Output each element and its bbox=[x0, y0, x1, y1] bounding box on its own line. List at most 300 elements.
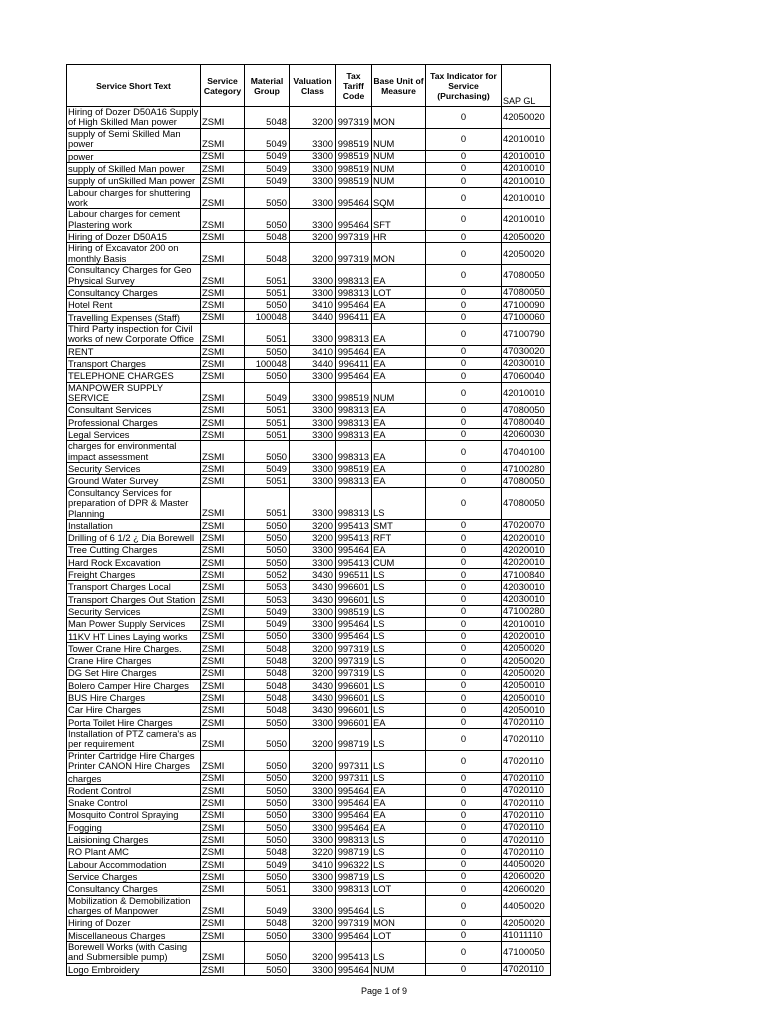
cell-tax-indicator: 0 bbox=[426, 809, 502, 821]
table-row bbox=[67, 187, 551, 209]
cell-service-short-text: Consultancy Charges for Geo Physical Survey bbox=[67, 265, 201, 287]
cell-valuation-class: 3430 bbox=[290, 581, 336, 593]
table-row bbox=[67, 475, 551, 487]
table-row bbox=[67, 128, 551, 150]
cell-tax-tariff-code: 997319 bbox=[336, 655, 372, 667]
cell-tax-tariff-code: 997319 bbox=[336, 642, 372, 654]
table-row bbox=[67, 716, 551, 728]
cell-base-unit: NUM bbox=[372, 382, 426, 404]
cell-sap-gl: 42050020 bbox=[502, 917, 551, 929]
cell-tax-tariff-code: 995413 bbox=[336, 532, 372, 544]
table-row bbox=[67, 569, 551, 581]
cell-sap-gl: 42010010 bbox=[502, 209, 551, 231]
cell-tax-tariff-code: 995464 bbox=[336, 544, 372, 556]
cell-sap-gl: 47100050 bbox=[502, 942, 551, 964]
cell-sap-gl: 42050010 bbox=[502, 692, 551, 704]
cell-service-category: ZSMI bbox=[201, 487, 245, 519]
header-tax-tariff-code: Tax Tariff Code bbox=[336, 65, 372, 107]
cell-service-category: ZSMI bbox=[201, 556, 245, 568]
header-sap-gl: SAP GL bbox=[502, 65, 551, 107]
cell-tax-indicator: 0 bbox=[426, 963, 502, 975]
cell-service-short-text: Mobilization & Demobilization charges of Manpower bbox=[67, 895, 201, 917]
cell-valuation-class: 3300 bbox=[290, 128, 336, 150]
cell-sap-gl: 42010010 bbox=[502, 175, 551, 187]
table-row bbox=[67, 750, 551, 772]
cell-valuation-class: 3300 bbox=[290, 187, 336, 209]
cell-sap-gl: 42020010 bbox=[502, 630, 551, 642]
cell-valuation-class: 3430 bbox=[290, 679, 336, 691]
cell-sap-gl: 42010010 bbox=[502, 162, 551, 174]
cell-valuation-class: 3300 bbox=[290, 441, 336, 463]
cell-tax-indicator: 0 bbox=[426, 128, 502, 150]
cell-tax-indicator: 0 bbox=[426, 679, 502, 691]
cell-tax-indicator: 0 bbox=[426, 487, 502, 519]
cell-sap-gl: 47100840 bbox=[502, 569, 551, 581]
cell-service-category: ZSMI bbox=[201, 323, 245, 345]
cell-tax-tariff-code: 995464 bbox=[336, 963, 372, 975]
cell-base-unit: LS bbox=[372, 834, 426, 846]
cell-valuation-class: 3200 bbox=[290, 231, 336, 243]
table-row bbox=[67, 895, 551, 917]
cell-valuation-class: 3300 bbox=[290, 809, 336, 821]
cell-sap-gl: 42060020 bbox=[502, 871, 551, 883]
table-row bbox=[67, 487, 551, 519]
cell-base-unit: EA bbox=[372, 809, 426, 821]
cell-service-category: ZSMI bbox=[201, 942, 245, 964]
table-row bbox=[67, 679, 551, 691]
cell-valuation-class: 3410 bbox=[290, 345, 336, 357]
cell-material-group: 5048 bbox=[245, 692, 290, 704]
table-row bbox=[67, 370, 551, 382]
cell-tax-indicator: 0 bbox=[426, 917, 502, 929]
cell-service-short-text: Miscellaneous Charges bbox=[67, 929, 201, 941]
table-row bbox=[67, 299, 551, 311]
cell-material-group: 5052 bbox=[245, 569, 290, 581]
cell-service-short-text: Snake Control bbox=[67, 797, 201, 809]
cell-material-group: 100048 bbox=[245, 358, 290, 370]
cell-service-short-text: Porta Toilet Hire Charges bbox=[67, 716, 201, 728]
cell-service-short-text: Fogging bbox=[67, 821, 201, 833]
cell-service-short-text: DG Set Hire Charges bbox=[67, 667, 201, 679]
cell-base-unit: LS bbox=[372, 729, 426, 751]
cell-service-short-text: TELEPHONE CHARGES bbox=[67, 370, 201, 382]
cell-material-group: 5048 bbox=[245, 667, 290, 679]
cell-service-short-text: charges bbox=[67, 772, 201, 784]
cell-tax-tariff-code: 997319 bbox=[336, 667, 372, 679]
cell-tax-indicator: 0 bbox=[426, 162, 502, 174]
cell-material-group: 5048 bbox=[245, 107, 290, 129]
cell-service-short-text: BUS Hire Charges bbox=[67, 692, 201, 704]
table-row bbox=[67, 107, 551, 129]
cell-valuation-class: 3300 bbox=[290, 265, 336, 287]
cell-service-category: ZSMI bbox=[201, 162, 245, 174]
cell-material-group: 5050 bbox=[245, 942, 290, 964]
cell-base-unit: LS bbox=[372, 692, 426, 704]
cell-base-unit: SFT bbox=[372, 209, 426, 231]
cell-tax-indicator: 0 bbox=[426, 370, 502, 382]
cell-service-short-text: supply of Semi Skilled Man power bbox=[67, 128, 201, 150]
cell-valuation-class: 3200 bbox=[290, 642, 336, 654]
cell-tax-tariff-code: 995464 bbox=[336, 821, 372, 833]
cell-service-short-text: Ground Water Survey bbox=[67, 475, 201, 487]
cell-valuation-class: 3300 bbox=[290, 784, 336, 796]
cell-service-short-text: Mosquito Control Spraying bbox=[67, 809, 201, 821]
cell-tax-indicator: 0 bbox=[426, 265, 502, 287]
cell-material-group: 5051 bbox=[245, 487, 290, 519]
cell-tax-tariff-code: 995464 bbox=[336, 209, 372, 231]
cell-material-group: 5050 bbox=[245, 187, 290, 209]
cell-base-unit: EA bbox=[372, 821, 426, 833]
table-row bbox=[67, 655, 551, 667]
cell-sap-gl: 47020110 bbox=[502, 772, 551, 784]
cell-base-unit: LS bbox=[372, 630, 426, 642]
cell-base-unit: LS bbox=[372, 593, 426, 605]
cell-base-unit: NUM bbox=[372, 963, 426, 975]
table-row bbox=[67, 175, 551, 187]
cell-tax-indicator: 0 bbox=[426, 175, 502, 187]
cell-service-category: ZSMI bbox=[201, 809, 245, 821]
cell-material-group: 5050 bbox=[245, 772, 290, 784]
cell-valuation-class: 3200 bbox=[290, 667, 336, 679]
table-row bbox=[67, 162, 551, 174]
cell-valuation-class: 3300 bbox=[290, 834, 336, 846]
cell-tax-indicator: 0 bbox=[426, 243, 502, 265]
cell-tax-indicator: 0 bbox=[426, 883, 502, 895]
cell-material-group: 5049 bbox=[245, 175, 290, 187]
cell-tax-tariff-code: 996601 bbox=[336, 581, 372, 593]
cell-valuation-class: 3300 bbox=[290, 618, 336, 630]
cell-service-short-text: Rodent Control bbox=[67, 784, 201, 796]
cell-service-category: ZSMI bbox=[201, 463, 245, 475]
cell-material-group: 5049 bbox=[245, 128, 290, 150]
cell-service-short-text: Tree Cutting Charges bbox=[67, 544, 201, 556]
cell-tax-indicator: 0 bbox=[426, 772, 502, 784]
cell-tax-tariff-code: 998719 bbox=[336, 729, 372, 751]
table-row bbox=[67, 821, 551, 833]
cell-service-category: ZSMI bbox=[201, 107, 245, 129]
cell-service-short-text: RENT bbox=[67, 345, 201, 357]
cell-tax-indicator: 0 bbox=[426, 429, 502, 441]
table-body bbox=[67, 107, 551, 976]
cell-service-category: ZSMI bbox=[201, 821, 245, 833]
cell-sap-gl: 42050020 bbox=[502, 667, 551, 679]
cell-tax-tariff-code: 997319 bbox=[336, 917, 372, 929]
cell-sap-gl: 47020110 bbox=[502, 963, 551, 975]
cell-service-short-text: Transport Charges Out Station bbox=[67, 593, 201, 605]
cell-sap-gl: 47020110 bbox=[502, 846, 551, 858]
cell-tax-tariff-code: 998313 bbox=[336, 475, 372, 487]
cell-sap-gl: 42050020 bbox=[502, 642, 551, 654]
cell-material-group: 5050 bbox=[245, 716, 290, 728]
page-number: Page 1 of 9 bbox=[360, 986, 408, 996]
cell-service-short-text: Logo Embroidery bbox=[67, 963, 201, 975]
cell-tax-tariff-code: 995464 bbox=[336, 630, 372, 642]
cell-base-unit: EA bbox=[372, 416, 426, 428]
cell-service-short-text: supply of Skilled Man power bbox=[67, 162, 201, 174]
cell-sap-gl: 42050020 bbox=[502, 655, 551, 667]
cell-valuation-class: 3300 bbox=[290, 716, 336, 728]
cell-tax-tariff-code: 998519 bbox=[336, 382, 372, 404]
cell-tax-indicator: 0 bbox=[426, 287, 502, 299]
cell-material-group: 5050 bbox=[245, 821, 290, 833]
cell-service-category: ZSMI bbox=[201, 382, 245, 404]
table-row bbox=[67, 846, 551, 858]
cell-tax-tariff-code: 995464 bbox=[336, 370, 372, 382]
table-row bbox=[67, 150, 551, 162]
cell-tax-indicator: 0 bbox=[426, 655, 502, 667]
cell-tax-tariff-code: 995464 bbox=[336, 618, 372, 630]
table-row bbox=[67, 593, 551, 605]
cell-valuation-class: 3300 bbox=[290, 429, 336, 441]
cell-service-category: ZSMI bbox=[201, 569, 245, 581]
cell-service-category: ZSMI bbox=[201, 544, 245, 556]
table-row bbox=[67, 581, 551, 593]
cell-tax-indicator: 0 bbox=[426, 716, 502, 728]
cell-tax-indicator: 0 bbox=[426, 323, 502, 345]
cell-tax-tariff-code: 995464 bbox=[336, 299, 372, 311]
cell-tax-tariff-code: 998313 bbox=[336, 287, 372, 299]
cell-sap-gl: 47020110 bbox=[502, 797, 551, 809]
cell-service-category: ZSMI bbox=[201, 243, 245, 265]
cell-valuation-class: 3410 bbox=[290, 299, 336, 311]
cell-base-unit: EA bbox=[372, 345, 426, 357]
table-row bbox=[67, 618, 551, 630]
cell-tax-tariff-code: 995464 bbox=[336, 784, 372, 796]
cell-sap-gl: 47100060 bbox=[502, 311, 551, 323]
table-row bbox=[67, 209, 551, 231]
cell-base-unit: SMT bbox=[372, 519, 426, 531]
cell-base-unit: EA bbox=[372, 441, 426, 463]
cell-sap-gl: 47020110 bbox=[502, 809, 551, 821]
cell-service-category: ZSMI bbox=[201, 311, 245, 323]
cell-sap-gl: 42010010 bbox=[502, 618, 551, 630]
cell-tax-tariff-code: 998313 bbox=[336, 416, 372, 428]
cell-tax-indicator: 0 bbox=[426, 187, 502, 209]
cell-tax-indicator: 0 bbox=[426, 821, 502, 833]
cell-sap-gl: 47080050 bbox=[502, 487, 551, 519]
table-row bbox=[67, 942, 551, 964]
cell-tax-indicator: 0 bbox=[426, 667, 502, 679]
table-row bbox=[67, 311, 551, 323]
cell-service-category: ZSMI bbox=[201, 209, 245, 231]
table-row bbox=[67, 929, 551, 941]
cell-sap-gl: 47020110 bbox=[502, 821, 551, 833]
table-row bbox=[67, 606, 551, 618]
table-row bbox=[67, 642, 551, 654]
cell-sap-gl: 47080040 bbox=[502, 416, 551, 428]
cell-sap-gl: 42050010 bbox=[502, 704, 551, 716]
cell-material-group: 5051 bbox=[245, 265, 290, 287]
cell-material-group: 5053 bbox=[245, 581, 290, 593]
cell-sap-gl: 47080050 bbox=[502, 475, 551, 487]
cell-tax-tariff-code: 996601 bbox=[336, 704, 372, 716]
cell-material-group: 5053 bbox=[245, 593, 290, 605]
cell-valuation-class: 3200 bbox=[290, 750, 336, 772]
cell-tax-indicator: 0 bbox=[426, 630, 502, 642]
cell-service-category: ZSMI bbox=[201, 416, 245, 428]
cell-tax-tariff-code: 998519 bbox=[336, 150, 372, 162]
cell-service-category: ZSMI bbox=[201, 846, 245, 858]
cell-valuation-class: 3220 bbox=[290, 846, 336, 858]
cell-service-short-text: Security Services bbox=[67, 606, 201, 618]
cell-service-category: ZSMI bbox=[201, 679, 245, 691]
cell-tax-indicator: 0 bbox=[426, 871, 502, 883]
table-row bbox=[67, 963, 551, 975]
cell-material-group: 5050 bbox=[245, 370, 290, 382]
cell-sap-gl: 42020010 bbox=[502, 544, 551, 556]
cell-material-group: 5049 bbox=[245, 150, 290, 162]
table-row bbox=[67, 834, 551, 846]
cell-sap-gl: 47100280 bbox=[502, 463, 551, 475]
cell-sap-gl: 47060040 bbox=[502, 370, 551, 382]
cell-valuation-class: 3300 bbox=[290, 404, 336, 416]
cell-sap-gl: 41011110 bbox=[502, 929, 551, 941]
cell-service-short-text: Hiring of Dozer bbox=[67, 917, 201, 929]
cell-base-unit: EA bbox=[372, 323, 426, 345]
cell-service-short-text: 11KV HT Lines Laying works bbox=[67, 630, 201, 642]
cell-service-category: ZSMI bbox=[201, 883, 245, 895]
cell-service-category: ZSMI bbox=[201, 729, 245, 751]
cell-sap-gl: 42030010 bbox=[502, 358, 551, 370]
cell-service-category: ZSMI bbox=[201, 128, 245, 150]
cell-valuation-class: 3200 bbox=[290, 107, 336, 129]
cell-tax-tariff-code: 996601 bbox=[336, 692, 372, 704]
cell-material-group: 5050 bbox=[245, 834, 290, 846]
cell-valuation-class: 3300 bbox=[290, 556, 336, 568]
cell-service-category: ZSMI bbox=[201, 519, 245, 531]
cell-tax-indicator: 0 bbox=[426, 942, 502, 964]
cell-tax-indicator: 0 bbox=[426, 416, 502, 428]
cell-base-unit: EA bbox=[372, 463, 426, 475]
header-service-category: Service Category bbox=[201, 65, 245, 107]
cell-material-group: 5050 bbox=[245, 630, 290, 642]
cell-service-short-text: Labour charges for shuttering work bbox=[67, 187, 201, 209]
cell-service-category: ZSMI bbox=[201, 858, 245, 870]
cell-service-short-text: Labour charges for cement Plastering work bbox=[67, 209, 201, 231]
cell-sap-gl: 42010010 bbox=[502, 150, 551, 162]
cell-service-short-text: Laisioning Charges bbox=[67, 834, 201, 846]
cell-material-group: 5051 bbox=[245, 404, 290, 416]
cell-valuation-class: 3300 bbox=[290, 797, 336, 809]
cell-material-group: 5050 bbox=[245, 209, 290, 231]
cell-tax-tariff-code: 997319 bbox=[336, 243, 372, 265]
cell-base-unit: HR bbox=[372, 231, 426, 243]
cell-base-unit: LOT bbox=[372, 883, 426, 895]
cell-service-category: ZSMI bbox=[201, 345, 245, 357]
cell-tax-tariff-code: 998519 bbox=[336, 606, 372, 618]
table-row bbox=[67, 871, 551, 883]
cell-tax-indicator: 0 bbox=[426, 231, 502, 243]
header-base-unit: Base Unit of Measure bbox=[372, 65, 426, 107]
cell-material-group: 5050 bbox=[245, 345, 290, 357]
cell-valuation-class: 3300 bbox=[290, 544, 336, 556]
cell-material-group: 5051 bbox=[245, 475, 290, 487]
cell-material-group: 5050 bbox=[245, 750, 290, 772]
cell-service-short-text: MANPOWER SUPPLY SERVICE bbox=[67, 382, 201, 404]
cell-tax-tariff-code: 995464 bbox=[336, 809, 372, 821]
cell-service-category: ZSMI bbox=[201, 750, 245, 772]
cell-valuation-class: 3430 bbox=[290, 569, 336, 581]
cell-base-unit: EA bbox=[372, 716, 426, 728]
cell-tax-tariff-code: 996601 bbox=[336, 679, 372, 691]
cell-material-group: 5048 bbox=[245, 679, 290, 691]
cell-tax-indicator: 0 bbox=[426, 404, 502, 416]
table-row bbox=[67, 772, 551, 784]
cell-valuation-class: 3200 bbox=[290, 772, 336, 784]
cell-service-short-text: power bbox=[67, 150, 201, 162]
cell-valuation-class: 3300 bbox=[290, 150, 336, 162]
cell-tax-tariff-code: 997311 bbox=[336, 772, 372, 784]
cell-base-unit: LS bbox=[372, 581, 426, 593]
table-row bbox=[67, 519, 551, 531]
cell-material-group: 5048 bbox=[245, 243, 290, 265]
cell-service-short-text: Transport Charges Local bbox=[67, 581, 201, 593]
cell-tax-tariff-code: 996601 bbox=[336, 593, 372, 605]
cell-service-category: ZSMI bbox=[201, 429, 245, 441]
cell-service-short-text: Borewell Works (with Casing and Submersible pump) bbox=[67, 942, 201, 964]
cell-tax-indicator: 0 bbox=[426, 929, 502, 941]
cell-service-short-text: Labour Accommodation bbox=[67, 858, 201, 870]
cell-base-unit: RFT bbox=[372, 532, 426, 544]
table-row bbox=[67, 729, 551, 751]
cell-service-short-text: charges for environmental impact assessment bbox=[67, 441, 201, 463]
cell-service-short-text: Hotel Rent bbox=[67, 299, 201, 311]
cell-tax-indicator: 0 bbox=[426, 593, 502, 605]
table-row bbox=[67, 809, 551, 821]
cell-tax-tariff-code: 997311 bbox=[336, 750, 372, 772]
cell-base-unit: EA bbox=[372, 784, 426, 796]
cell-sap-gl: 42060020 bbox=[502, 883, 551, 895]
cell-service-short-text: Printer Cartridge Hire Charges Printer CANON Hire Charges bbox=[67, 750, 201, 772]
cell-material-group: 5048 bbox=[245, 231, 290, 243]
cell-sap-gl: 47020110 bbox=[502, 729, 551, 751]
table-row bbox=[67, 441, 551, 463]
cell-valuation-class: 3200 bbox=[290, 532, 336, 544]
cell-valuation-class: 3300 bbox=[290, 162, 336, 174]
cell-sap-gl: 42030010 bbox=[502, 593, 551, 605]
cell-tax-indicator: 0 bbox=[426, 895, 502, 917]
cell-service-short-text: Consultancy Services for preparation of DPR & Master Planning bbox=[67, 487, 201, 519]
cell-valuation-class: 3430 bbox=[290, 692, 336, 704]
cell-base-unit: LS bbox=[372, 655, 426, 667]
cell-service-category: ZSMI bbox=[201, 716, 245, 728]
cell-material-group: 5048 bbox=[245, 642, 290, 654]
cell-tax-tariff-code: 998719 bbox=[336, 871, 372, 883]
cell-service-category: ZSMI bbox=[201, 667, 245, 679]
cell-tax-tariff-code: 998313 bbox=[336, 265, 372, 287]
cell-sap-gl: 47080050 bbox=[502, 287, 551, 299]
cell-service-category: ZSMI bbox=[201, 441, 245, 463]
cell-sap-gl: 42030010 bbox=[502, 581, 551, 593]
cell-sap-gl: 44050020 bbox=[502, 895, 551, 917]
cell-tax-tariff-code: 996511 bbox=[336, 569, 372, 581]
cell-sap-gl: 47100090 bbox=[502, 299, 551, 311]
cell-material-group: 100048 bbox=[245, 311, 290, 323]
cell-valuation-class: 3200 bbox=[290, 942, 336, 964]
cell-sap-gl: 42050020 bbox=[502, 243, 551, 265]
cell-material-group: 5049 bbox=[245, 162, 290, 174]
header-material-group: Material Group bbox=[245, 65, 290, 107]
cell-material-group: 5050 bbox=[245, 729, 290, 751]
cell-sap-gl: 42050010 bbox=[502, 679, 551, 691]
cell-valuation-class: 3300 bbox=[290, 821, 336, 833]
cell-tax-indicator: 0 bbox=[426, 858, 502, 870]
table-row bbox=[67, 797, 551, 809]
cell-sap-gl: 47020110 bbox=[502, 784, 551, 796]
cell-tax-tariff-code: 998313 bbox=[336, 429, 372, 441]
cell-base-unit: LS bbox=[372, 846, 426, 858]
cell-sap-gl: 47100280 bbox=[502, 606, 551, 618]
